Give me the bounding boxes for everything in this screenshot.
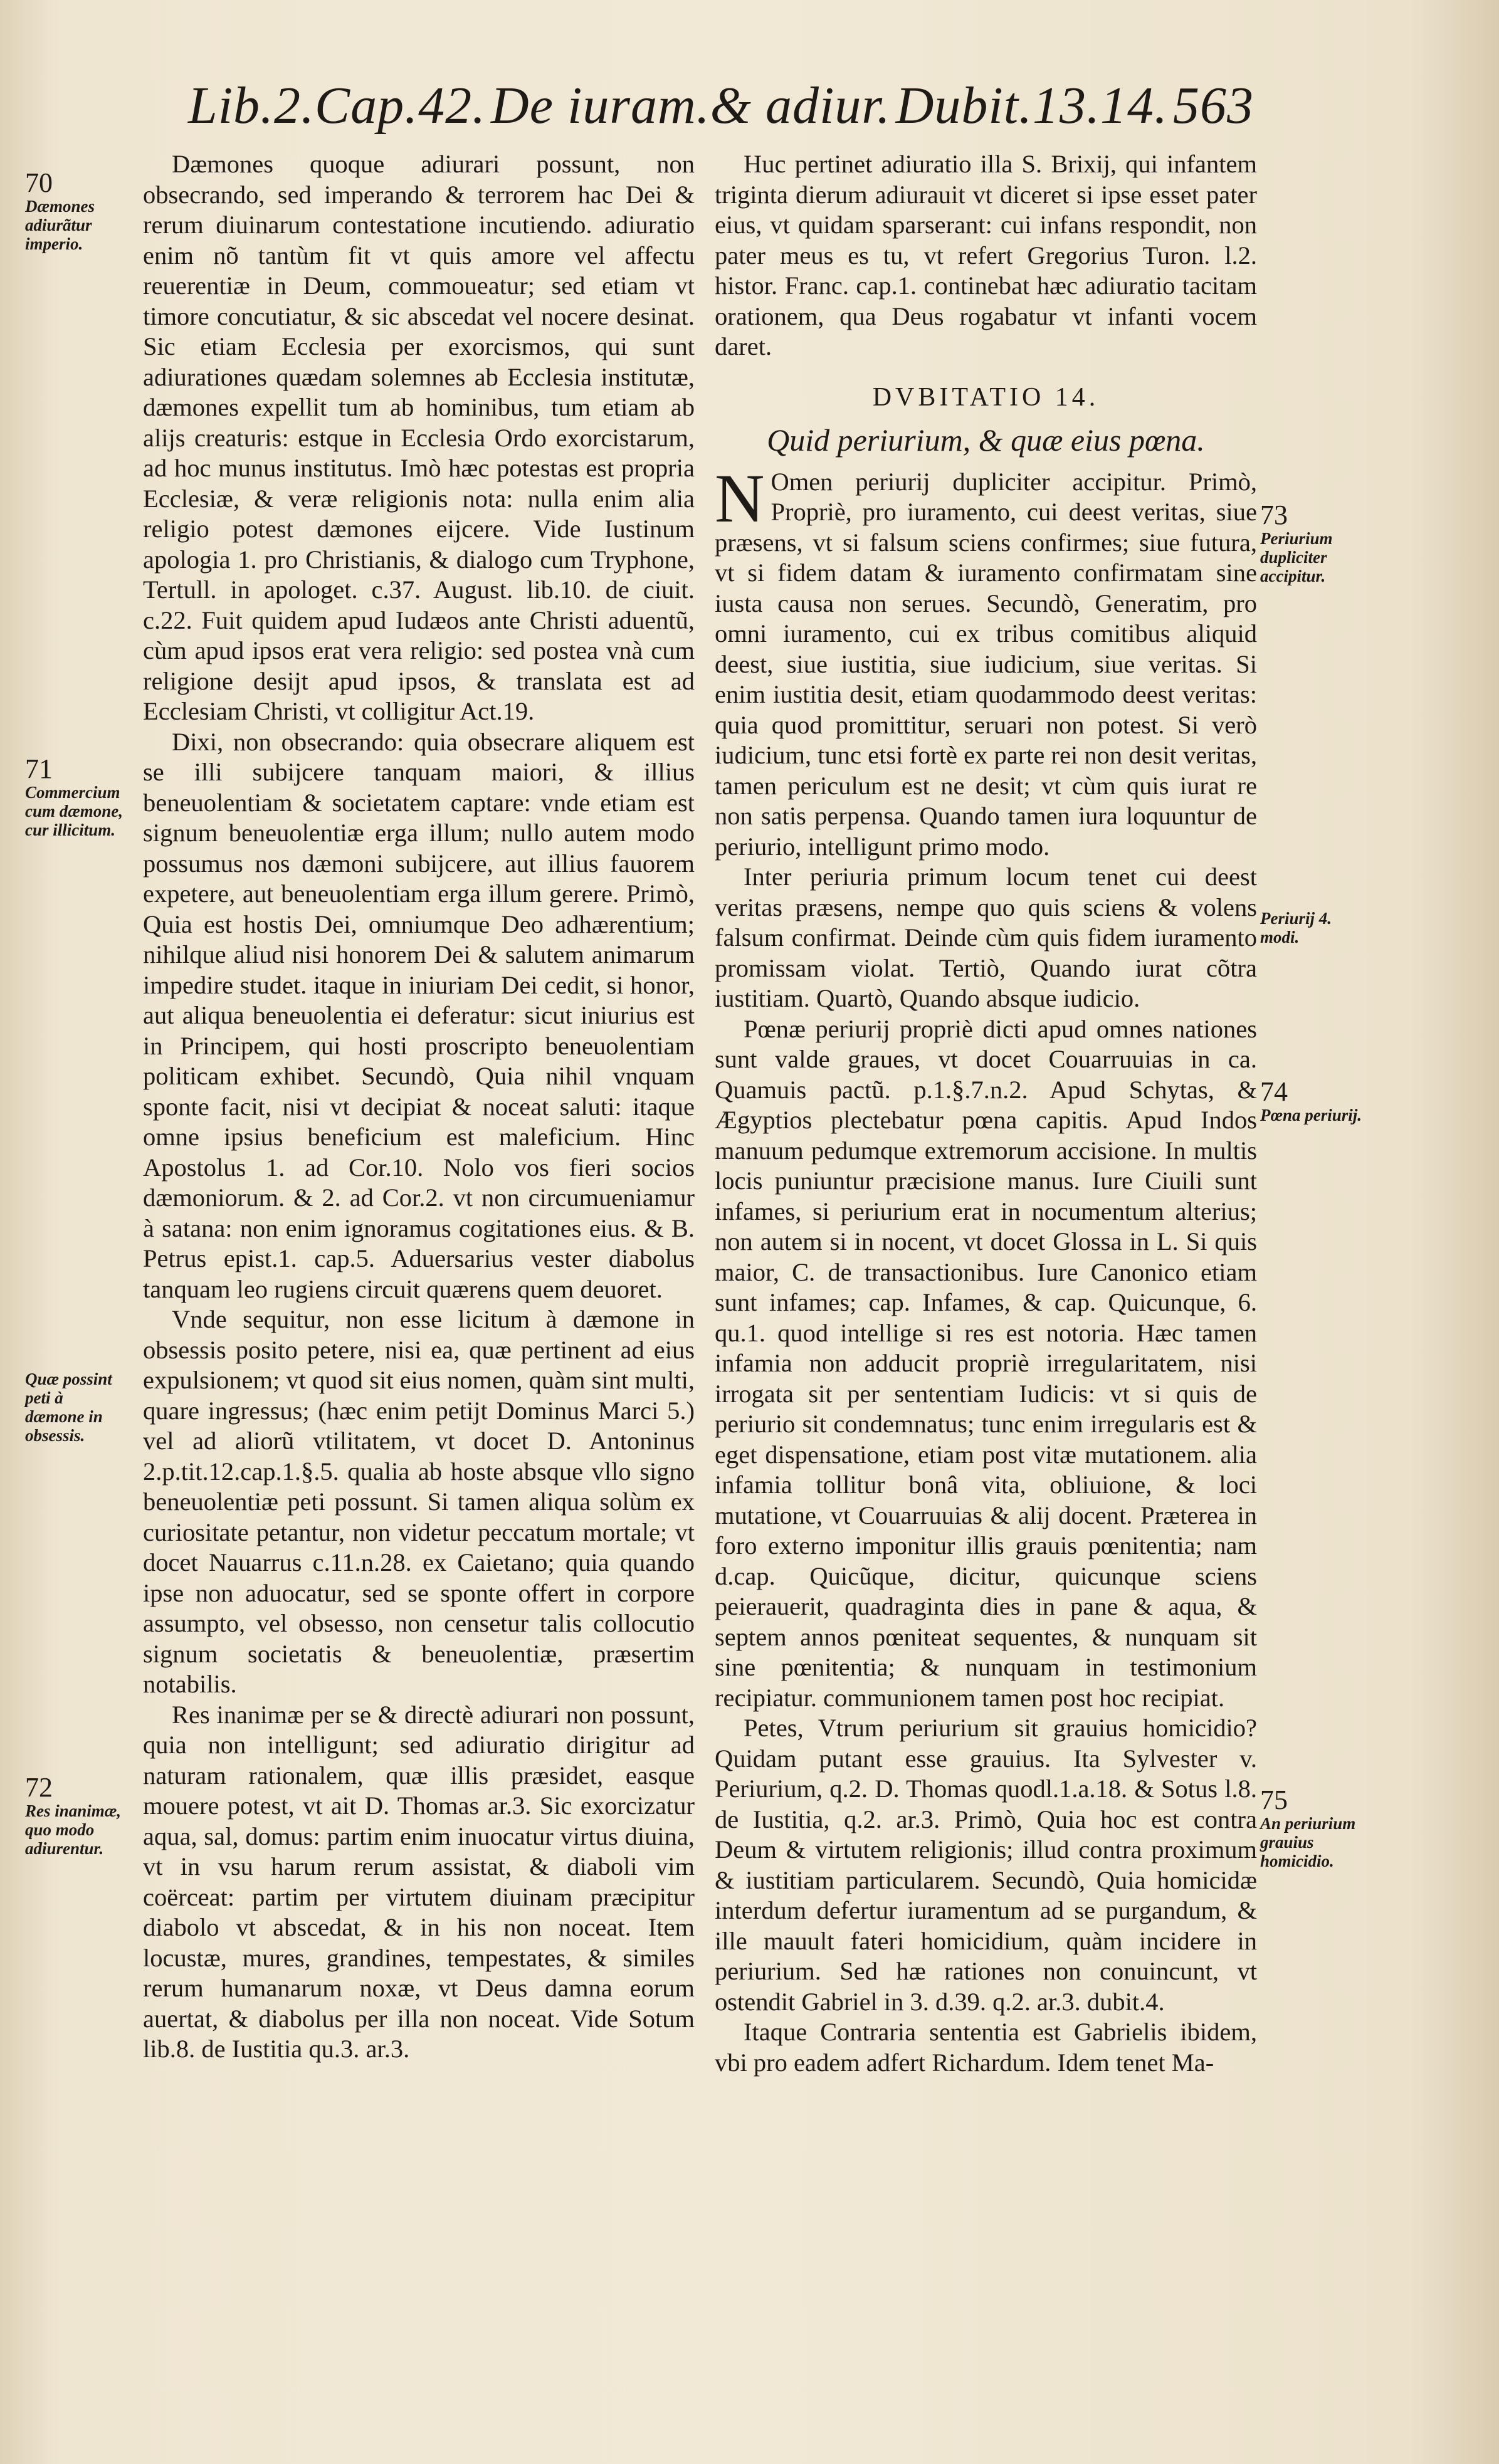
header-book: Lib.2.Cap.42. bbox=[188, 76, 487, 135]
paragraph: Inter periuria primum locum tenet cui deest veritas præsens, nempe quo quis sciens & volens falsum confirmat. Deinde cùm quis fidem iuramento promissam violat. Tertiò, Quando iurat cõtra iustitiam. Quartò, Quando absque iudicio. bbox=[715, 862, 1257, 1012]
paragraph bbox=[715, 459, 1257, 862]
paragraph: Petes, Vtrum periurium sit grauius homicidio? Quidam putant esse grauius. Ita Sylvester v. Periurium, q.2. D. Thomas quodl.1.a.18. & Sotus l.8. de Iustitia, q.2. ar.3. Primò, Quia hoc est contra Deum & virtutem religionis; illud contra proximum & iustitiam particularem. Secundò, Quia homicidæ interdum defertur iuramentum ad se purgandum, & ille mauult fateri homicidium, quàm incidere in periurium. Sed hæ rationes non conuincunt, vt ostendit Gabriel in 3. d.39. q.2. ar.3. dubit.4. bbox=[715, 1714, 1257, 2016]
paragraph: Res inanimæ per se & directè adiurari non possunt, quia non intelligunt; sed adiuratio dirigitur ad naturam rationalem, quæ illis præsidet, easque mouere potest, vt ait D. Thomas ar.3. Sic exorcizatur aqua, sal, domus: partim enim inuocatur virtus diuina, vt in vsu harum rerum assistat, & diaboli vim coërceat: partim per virtutem diuinam præcipitur diabolo vt abscedat, & in his non noceat. Item locustæ, mures, grandines, tempestates, & similes rerum humanarum noxæ, vt Deus damna eorum auertat, & diabolus per illa non noceat. Vide Sotum lib.8. de Iustitia qu.3. ar.3. bbox=[143, 1700, 695, 2063]
paragraph-text: Omen periurij dupliciter accipitur. Primò, Propriè, pro iuramento, cui deest veritas, siue præsens, vt si falsum sciens confirmes; siue futura, vt si fidem datam & iuramento confirmatam sine iusta causa non serues. Secundò, Generatim, pro omni iuramento, cui ex tribus comitibus aliquid deest, siue iustitia, siue iudicium, siue veritas. Si enim iustitia desit, etiam quodammodo deest veritas: quia quod promittitur, seruari non potest. Si verò iudicium, tunc etsi fortè ex parte rei non desit veritas, tamen periculum est ne desit; vt cùm quis iurat re non satis perpensa. Quando tamen iura loquuntur de periurio, intelligunt primo modo. bbox=[715, 467, 1257, 861]
paragraph: Huc pertinet adiuratio illa S. Brixij, qui infantem triginta dierum adiurauit vt diceret si ipse esset pater eius, vt quidam sparserant: cui infans respondit, non pater meus es tu, vt refert Gregorius Turon. l.2. histor. Franc. cap.1. continebat hæc adiuratio tacitam orationem, qua Deus rogabatur vt infanti vocem daret. bbox=[715, 150, 1257, 360]
paragraph: Itaque Contraria sententia est Gabrielis ibidem, vbi pro eadem adfert Richardum. Idem tenet Ma- bbox=[715, 2018, 1257, 2077]
paragraph: Dixi, non obsecrando: quia obsecrare aliquem est se illi subijcere tanquam maiori, & illius beneuolentiam & societatem captare: vnde etiam est signum beneuolentiæ erga illum; nullo autem modo possumus nos dæmoni subijcere, aut illius fauorem expetere, aut beneuolentiam erga illum gerere. Primò, Quia est hostis Dei, omniumque Deo adhærentium; nihilque aliud nisi honorem Dei & salutem animarum impedire studet. itaque in iniuriam Dei cedit, si honor, aut aliqua beneuolentia ei deferatur: sicut iniurius est in Principem, qui hosti proscripto beneuolentiam politicam exhibet. Secundò, Quia nihil vnquam sponte facit, nisi vt decipiat & noceat saluti: itaque omne ipsius beneficium est maleficium. Hinc Apostolus 1. ad Cor.10. Nolo vos fieri socios dæmoniorum. & 2. ad Cor.2. vt non circumueniamur à satana: non enim ignoramus cogitationes eius. & B. Petrus epist.1. cap.5. Aduersarius vester diabolus tanquam leo rugiens circuit quærens quem deuoret. bbox=[143, 727, 695, 1303]
right-column bbox=[715, 149, 1257, 2078]
margin-note bbox=[1260, 1786, 1373, 1870]
margin-note bbox=[1260, 501, 1373, 585]
note-number: 75 bbox=[1260, 1785, 1288, 1815]
note-number: 74 bbox=[1260, 1076, 1288, 1107]
dubitatio-heading: DVBITATIO 14. bbox=[872, 382, 1100, 412]
note-number: 72 bbox=[25, 1772, 53, 1803]
question-title: Quid periurium, & quæ eius pœna. bbox=[767, 422, 1205, 458]
margin-note bbox=[1260, 1078, 1373, 1125]
note-number: 73 bbox=[1260, 500, 1288, 530]
paragraph: Vnde sequitur, non esse licitum à dæmone in obsessis posito petere, nisi ea, quæ pertinent ad eius expulsionem; vt quod sit eius nomen, quàm sint multi, quare ingressus; (hæc enim petijt Dominus Marci 5.) vel ad aliorũ vtilitatem, vt docet D. Antoninus 2.p.tit.12.cap.1.§.5. qualia ab hoste absque vllo signo beneuolentiæ peti possunt. Si tamen aliqua solùm ex curiositate petantur, non videtur peccatum mortale; vt docet Nauarrus c.11.n.28. ex Caietano; quia quando ipse non aduocatur, sed se sponte offert in corpore assumpto, vel obsesso, non censetur talis collocutio signum societatis & beneuolentiæ, præsertim notabilis. bbox=[143, 1305, 695, 1698]
margin-note bbox=[25, 1370, 125, 1445]
note-text: Dæmones adiurãtur imperio. bbox=[25, 197, 95, 253]
note-text: Periurium dupliciter accipitur. bbox=[1260, 529, 1333, 585]
drop-cap: N bbox=[715, 459, 765, 537]
note-text: Res inanimæ, quo modo adiurentur. bbox=[25, 1801, 122, 1858]
paragraph: Pœnæ periurij propriè dicti apud omnes nationes sunt valde graues, vt docet Couarruuias in ca. Quamuis pactũ. p.1.§.7.n.2. Apud Schytas, & Ægyptios plectebatur pœna capitis. Apud Indos manuum pedumque extremorum accisione. In multis locis puniuntur præcisione manus. Iure Ciuili sunt infames, si periurium erat in nocumentum alterius; non autem si in nocent, vt docet Glossa in L. Si quis maior, C. de transactionibus. Iure Canonico etiam sunt infames; cap. Infames, & cap. Quicunque, 6. qu.1. quod intellige si res est notoria. Hæc tamen infamia non adducit propriè irregularitatem, nisi irrogata sit per sententiam Iudicis: vt si quis de periurio sit condemnatus; tunc enim irregularis est & eget dispensatione, etiam post vitæ mutationem. alia infamia tollitur bonâ vita, obliuione, & loci mutatione, vt Couarruuias & alij docent. Præterea in foro externo imponitur illis grauis pœnitentia; nam d.cap. Quicũque, dicitur, quicunque sciens peierauerit, quadraginta dies in pane & aqua, & septem annos pœniteat sequentes, & nunquam sit sine pœnitentia; & nunquam in testimonium recipiatur. communionem tamen post hoc recipiat. bbox=[715, 1014, 1257, 1712]
running-header bbox=[188, 75, 1254, 144]
note-text: Quæ possint peti à dæmone in obsessis. bbox=[25, 1370, 112, 1445]
note-number: 70 bbox=[25, 167, 53, 198]
margin-note bbox=[25, 169, 125, 253]
paragraph: Dæmones quoque adiurari possunt, non obsecrando, sed imperando & terrorem hac Dei & rerum diuinarum contestatione incutiendo. adiuratio enim nõ tantùm fit vt quis amore vel affectu reuerentiæ in Deum, commoueatur; sed etiam vt timore concutiatur, & sic abscedat vel nocere desinat. Sic etiam Ecclesia per exorcismos, qui sunt adiurationes quædam solemnes ab Ecclesia institutæ, dæmones expellit tum ab hominibus, tum etiam ab alijs creaturis: estque in Ecclesia Ordo exorcistarum, ad hoc munus institutus. Imò hæc potestas est propria Ecclesiæ, & veræ religionis nota: nulla enim alia religio potest dæmones eijcere. Vide Iustinum apologia 1. pro Christianis, & dialogo cum Tryphone, Tertull. in apologet. c.37. August. lib.10. de ciuit. c.22. Fuit quidem apud Iudæos ante Christi aduentũ, cùm apud ipsos erat vera religio: sed postea vnà cum religione desijt apud ipsos, & translata est ad Ecclesiam Christi, vt colligitur Act.19. bbox=[143, 150, 695, 725]
header-subject: De iuram.& adiur. bbox=[491, 76, 891, 135]
margin-note bbox=[1260, 909, 1373, 946]
note-text: Commercium cum dæmone, cur illicitum. bbox=[25, 783, 124, 839]
margin-note bbox=[25, 755, 125, 839]
left-column bbox=[143, 149, 695, 2065]
page-number: 563 bbox=[1173, 76, 1254, 135]
header-dubit: Dubit.13.14. bbox=[895, 76, 1169, 135]
note-number: 71 bbox=[25, 753, 53, 784]
margin-note bbox=[25, 1774, 125, 1858]
note-text: An periurium grauius homicidio. bbox=[1260, 1814, 1356, 1870]
note-text: Periurij 4. modi. bbox=[1260, 909, 1332, 946]
note-text: Pœna periurij. bbox=[1260, 1106, 1362, 1125]
